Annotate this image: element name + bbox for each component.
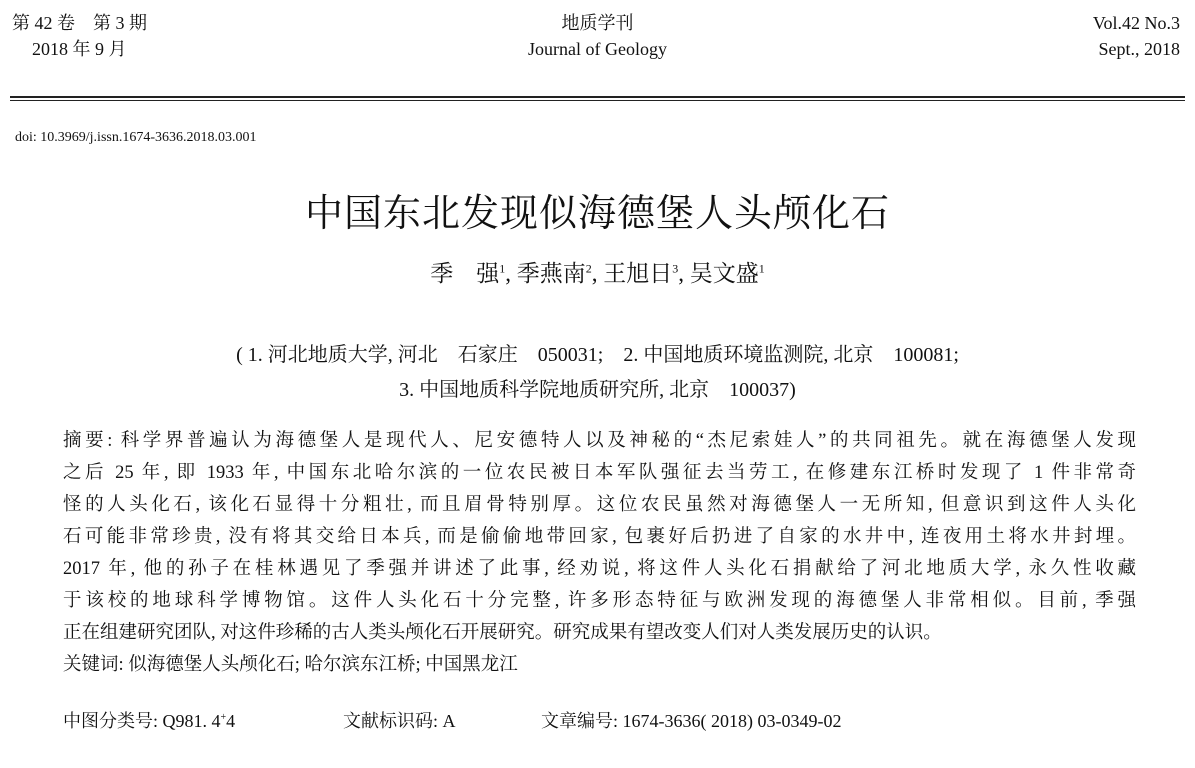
abstract-line: 之后 25 年, 即 1933 年, 中国东北哈尔滨的一位农民被日本军队强征去当劳工, 在修建东江桥时发现了 1 件非常奇 [63,463,1136,483]
header-right [1093,10,1180,62]
abstract-line: 怪的人头化石, 该化石显得十分粗壮, 而且眉骨特别厚。这位农民虽然对海德堡人一无所知, 但意识到这件人头化 [63,495,1136,515]
affiliation-line: 3. 中国地质科学院地质研究所, 北京 100037) [399,379,796,401]
abstract-line: 摘要: 科学界普遍认为海德堡人是现代人、尼安德特人以及神秘的“杰尼索娃人”的共同祖先。就在海德堡人发现 [63,431,1136,451]
article-number: 文章编号: 1674-3636( 2018) 03-0349-02 [541,711,842,731]
header-divider-thin [10,100,1185,101]
header-center [0,10,1195,62]
author-list: 季 强$^1$, 季燕南$^2$, 王旭日$^3$, 吴文盛$^1$ [430,261,765,286]
author: 王旭日 [603,261,673,286]
author-affiliation-mark: 2 [585,261,592,276]
keywords: 关键词: 似海德堡人头颅化石; 哈尔滨东江桥; 中国黑龙江 [63,655,518,675]
author-affiliation-mark: 3 [672,261,679,276]
doi: doi: 10.3969/j.issn.1674-3636.2018.03.001 [15,130,257,145]
header-divider [10,96,1185,98]
abstract-line: 正在组建研究团队, 对这件珍稀的古人类头颅化石开展研究。研究成果有望改变人们对人类发展历史的认识。 [63,623,942,643]
affiliation-line: ( 1. 河北地质大学, 河北 石家庄 050031; 2. 中国地质环境监测院, 北京 100081; [236,344,959,366]
publication-date-en: Sept., 2018 [1098,39,1180,59]
author: 吴文盛 [689,261,759,286]
author: 季 强 [430,261,500,286]
author: 季燕南 [516,261,586,286]
document-code: 文献标识码: A [343,711,456,731]
clc-sup: + [220,712,227,723]
abstract-line: 2017 年, 他的孙子在桂林遇见了季强并讲述了此事, 经劝说, 将这件人头化石捐献给了河北地质大学, 永久性收藏 [63,559,1136,579]
abstract-line: 石可能非常珍贵, 没有将其交给日本兵, 而是偷偷地带回家, 包裹好后扔进了自家的水井中, 连夜用土将水井封埋。 [63,527,1136,547]
author-affiliation-mark: 1 [499,261,506,276]
clc-suffix: 4 [226,711,236,731]
abstract-line: 于该校的地球科学博物馆。这件人头化石十分完整, 许多形态特征与欧洲发现的海德堡人非常相似。目前, 季强 [63,591,1136,611]
page-title: 中国东北发现似海德堡人头颅化石 [304,193,890,235]
volume-issue-en: Vol.42 No.3 [1092,13,1180,33]
publication-date: 2018 年 9 月 [32,39,127,59]
journal-name-en: Journal of Geology [528,39,667,59]
volume-issue: 第 42 卷 第 3 期 [12,13,147,33]
clc-number [63,707,235,733]
clc-prefix: 中图分类号: Q981. 4 [63,711,221,731]
journal-name-cn: 地质学刊 [561,13,634,33]
author-affiliation-mark: 1 [758,261,765,276]
